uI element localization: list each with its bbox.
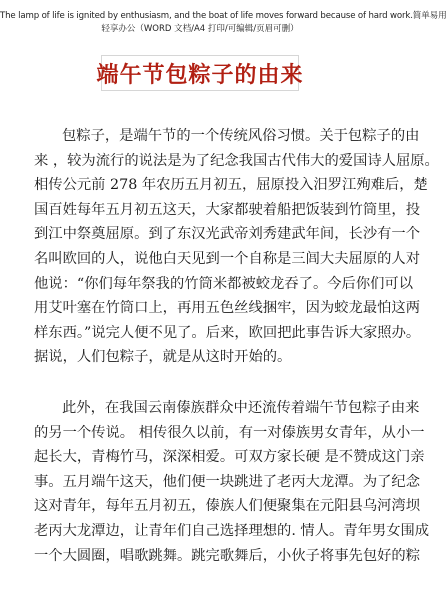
paragraph-line: 据说，人们包粽子，就是从这时开始的。	[34, 349, 292, 366]
paragraph-line: 相传公元前 278 年农历五月初五，屈原投入汨罗江殉难后，楚	[34, 177, 428, 194]
paragraph-line: 包粽子，是端午节的一个传统风俗习惯。关于包粽子的由	[62, 128, 420, 144]
paragraph-line: 他说：“你们每年祭我的竹筒米都被蛟龙吞了。今后你们可以	[34, 275, 414, 292]
paragraph-line: 用艾叶塞在竹筒口上，再用五色丝线捆牢，因为蛟龙最怕这两	[34, 300, 421, 317]
paragraph-line: 样东西。”说完人便不见了。后来，欧回把此事告诉大家照办。	[34, 324, 421, 341]
paragraph-line: 国百姓每年五月初五这天，大家都驶着船把饭装到竹筒里，投	[34, 201, 421, 218]
paragraph-line: 起长大，青梅竹马，深深相爱。可双方家长硬 是不赞成这门亲	[34, 449, 425, 466]
paragraph-line: 到江中祭奠屈原。到了东汉光武帝刘秀建武年间，长沙有一个	[34, 226, 421, 243]
page-header	[0, 10, 447, 36]
paragraph-line: 名叫欧回的人，说他白天见到一个自称是三闾大夫屈原的人对	[34, 250, 421, 267]
paragraph-line: 老丙大龙潭边，让青年们自己选择理想的. 情人。青年男女围成	[34, 522, 430, 539]
paragraph-1	[34, 124, 439, 370]
title-box	[96, 55, 304, 91]
header-note: 轻享办公（WORD 文档/A4 打印/可编辑/页眉可删）	[101, 24, 299, 34]
header-motto: The lamp of life is ignited by enthusiasm, and the boat of life moves forward because of hard work.简单易用	[0, 11, 447, 21]
paragraph-2	[34, 396, 430, 568]
paragraph-line: 此外，在我国云南傣族群众中还流传着端午节包粽子由来	[62, 400, 420, 416]
document-title: 端午节包粽子的由来	[96, 62, 304, 88]
paragraph-line: 事。五月端午这天，他们便一块跳进了老丙大龙潭。为了纪念	[34, 473, 421, 490]
paragraph-line: 的另一个传说。 相传很久以前，有一对傣族男女青年，从小一	[34, 424, 425, 441]
paragraph-line: 来 ，较为流行的说法是为了纪念我国古代伟大的爱国诗人屈原。	[34, 152, 439, 169]
paragraph-line: 一个大圆圈，唱歌跳舞。跳完歌舞后，小伙子将事先包好的粽	[34, 547, 421, 564]
paragraph-line: 这对青年，每年五月初五，傣族人们便聚集在元阳县乌河湾坝	[34, 498, 421, 515]
